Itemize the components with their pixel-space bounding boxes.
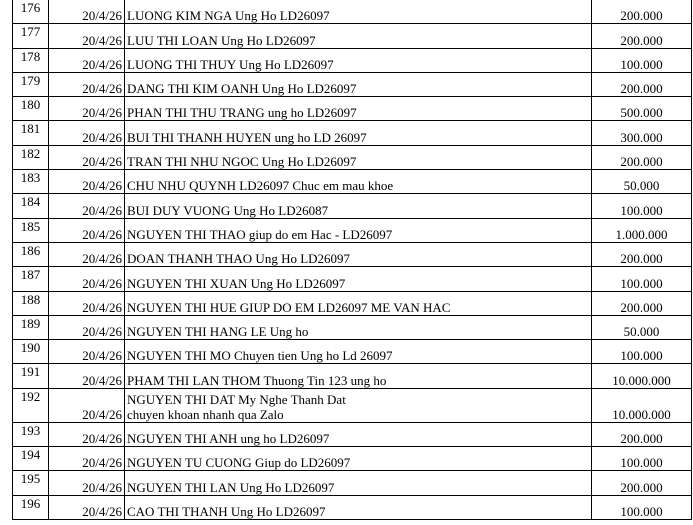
table-row	[13, 315, 692, 339]
date-cell: 20/4/26	[49, 315, 125, 339]
date-cell: 20/4/26	[49, 242, 125, 266]
description-cell	[125, 97, 592, 121]
date-cell: 20/4/26	[49, 291, 125, 315]
table-row	[13, 242, 692, 266]
table-row	[13, 24, 692, 48]
table-row	[13, 97, 692, 121]
description-cell	[125, 194, 592, 218]
row-number-cell: 177	[13, 24, 49, 48]
description-cell	[125, 0, 592, 24]
table-row	[13, 48, 692, 72]
row-number-cell: 193	[13, 422, 49, 446]
description-cell	[125, 495, 592, 519]
amount-cell: 10.000.000	[592, 364, 692, 388]
amount-cell: 100.000	[592, 447, 692, 471]
description-cell	[125, 121, 592, 145]
amount-cell: 200.000	[592, 242, 692, 266]
table-row	[13, 495, 692, 519]
amount-cell: 200.000	[592, 422, 692, 446]
row-number-cell: 176	[13, 0, 49, 24]
table-row	[13, 170, 692, 194]
table-row	[13, 121, 692, 145]
description-cell	[125, 447, 592, 471]
description-cell	[125, 242, 592, 266]
donation-ledger-table	[12, 0, 692, 520]
row-number-cell: 185	[13, 218, 49, 242]
row-number-cell: 184	[13, 194, 49, 218]
table-row	[13, 422, 692, 446]
description-cell	[125, 422, 592, 446]
date-cell: 20/4/26	[49, 24, 125, 48]
date-cell: 20/4/26	[49, 48, 125, 72]
row-number-cell: 190	[13, 340, 49, 364]
row-number-cell: 183	[13, 170, 49, 194]
description-cell	[125, 72, 592, 96]
row-number-cell: 192	[13, 388, 49, 422]
description-line: LUONG THI THUY Ung Ho LD26097	[127, 56, 334, 72]
description-cell	[125, 170, 592, 194]
description-line: NGUYEN THI HUE GIUP DO EM LD26097 ME VAN HAC	[127, 299, 451, 315]
date-cell: 20/4/26	[49, 495, 125, 519]
description-line: TRAN THI NHU NGOC Ung Ho LD26097	[127, 154, 357, 170]
description-line: NGUYEN THI XUAN Ung Ho LD26097	[127, 275, 346, 291]
date-cell: 20/4/26	[49, 422, 125, 446]
row-number-cell: 188	[13, 291, 49, 315]
table-row	[13, 267, 692, 291]
table-row	[13, 364, 692, 388]
row-number-cell: 180	[13, 97, 49, 121]
row-number-cell: 179	[13, 72, 49, 96]
table-row	[13, 388, 692, 422]
amount-cell: 100.000	[592, 48, 692, 72]
ledger-body	[13, 0, 692, 519]
description-line: NGUYEN THI MO Chuyen tien Ung ho Ld 26097	[127, 348, 393, 364]
amount-cell: 500.000	[592, 97, 692, 121]
date-cell: 20/4/26	[49, 340, 125, 364]
description-cell	[125, 291, 592, 315]
table-row	[13, 447, 692, 471]
table-row	[13, 194, 692, 218]
description-line: LUU THI LOAN Ung Ho LD26097	[127, 32, 316, 48]
description-cell	[125, 471, 592, 495]
description-line: NGUYEN THI LAN Ung Ho LD26097	[127, 479, 335, 495]
amount-cell: 300.000	[592, 121, 692, 145]
date-cell: 20/4/26	[49, 218, 125, 242]
description-line: NGUYEN THI HANG LE Ung ho	[127, 324, 309, 340]
row-number-cell: 196	[13, 495, 49, 519]
row-number-cell: 181	[13, 121, 49, 145]
date-cell: 20/4/26	[49, 388, 125, 422]
table-row	[13, 218, 692, 242]
amount-cell: 50.000	[592, 315, 692, 339]
amount-cell: 50.000	[592, 170, 692, 194]
date-cell: 20/4/26	[49, 471, 125, 495]
amount-cell: 200.000	[592, 72, 692, 96]
amount-cell: 100.000	[592, 194, 692, 218]
description-line: DOAN THANH THAO Ung Ho LD26097	[127, 251, 351, 267]
description-line: LUONG KIM NGA Ung Ho LD26097	[127, 8, 330, 24]
date-cell: 20/4/26	[49, 170, 125, 194]
table-row	[13, 72, 692, 96]
amount-cell: 100.000	[592, 340, 692, 364]
description-cell	[125, 218, 592, 242]
amount-cell: 200.000	[592, 0, 692, 24]
description-line: NGUYEN THI THAO giup do em Hac - LD26097	[127, 226, 393, 242]
description-line: NGUYEN THI DAT My Nghe Thanh Dat	[127, 391, 346, 407]
date-cell: 20/4/26	[49, 447, 125, 471]
row-number-cell: 194	[13, 447, 49, 471]
description-line: PHAM THI LAN THOM Thuong Tin 123 ung ho	[127, 372, 387, 388]
row-number-cell: 187	[13, 267, 49, 291]
date-cell: 20/4/26	[49, 364, 125, 388]
table-row	[13, 0, 692, 24]
description-cell	[125, 315, 592, 339]
table-row	[13, 291, 692, 315]
description-cell	[125, 340, 592, 364]
description-cell	[125, 24, 592, 48]
date-cell: 20/4/26	[49, 194, 125, 218]
table-row	[13, 145, 692, 169]
amount-cell: 200.000	[592, 145, 692, 169]
date-cell: 20/4/26	[49, 97, 125, 121]
date-cell: 20/4/26	[49, 72, 125, 96]
date-cell: 20/4/26	[49, 121, 125, 145]
row-number-cell: 195	[13, 471, 49, 495]
description-cell	[125, 364, 592, 388]
amount-cell: 100.000	[592, 495, 692, 519]
row-number-cell: 182	[13, 145, 49, 169]
description-cell	[125, 145, 592, 169]
description-line: CHU NHU QUYNH LD26097 Chuc em mau khoe	[127, 178, 394, 194]
table-row	[13, 340, 692, 364]
table-row	[13, 471, 692, 495]
date-cell: 20/4/26	[49, 0, 125, 24]
description-line: PHAN THI THU TRANG ung ho LD26097	[127, 105, 357, 121]
description-line: DANG THI KIM OANH Ung Ho LD26097	[127, 81, 357, 97]
description-line: NGUYEN THI ANH ung ho LD26097	[127, 431, 330, 447]
row-number-cell: 178	[13, 48, 49, 72]
amount-cell: 100.000	[592, 267, 692, 291]
description-line: chuyen khoan nhanh qua Zalo	[127, 406, 284, 422]
amount-cell: 10.000.000	[592, 388, 692, 422]
row-number-cell: 186	[13, 242, 49, 266]
description-cell	[125, 267, 592, 291]
date-cell: 20/4/26	[49, 267, 125, 291]
description-line: BUI DUY VUONG Ung Ho LD26087	[127, 202, 329, 218]
amount-cell: 1.000.000	[592, 218, 692, 242]
amount-cell: 200.000	[592, 24, 692, 48]
row-number-cell: 191	[13, 364, 49, 388]
description-line: BUI THI THANH HUYEN ung ho LD 26097	[127, 129, 367, 145]
date-cell: 20/4/26	[49, 145, 125, 169]
description-line: CAO THI THANH Ung Ho LD26097	[127, 503, 326, 519]
description-cell	[125, 388, 592, 422]
amount-cell: 200.000	[592, 471, 692, 495]
description-cell	[125, 48, 592, 72]
description-line: NGUYEN TU CUONG Giup do LD26097	[127, 455, 351, 471]
row-number-cell: 189	[13, 315, 49, 339]
amount-cell: 200.000	[592, 291, 692, 315]
